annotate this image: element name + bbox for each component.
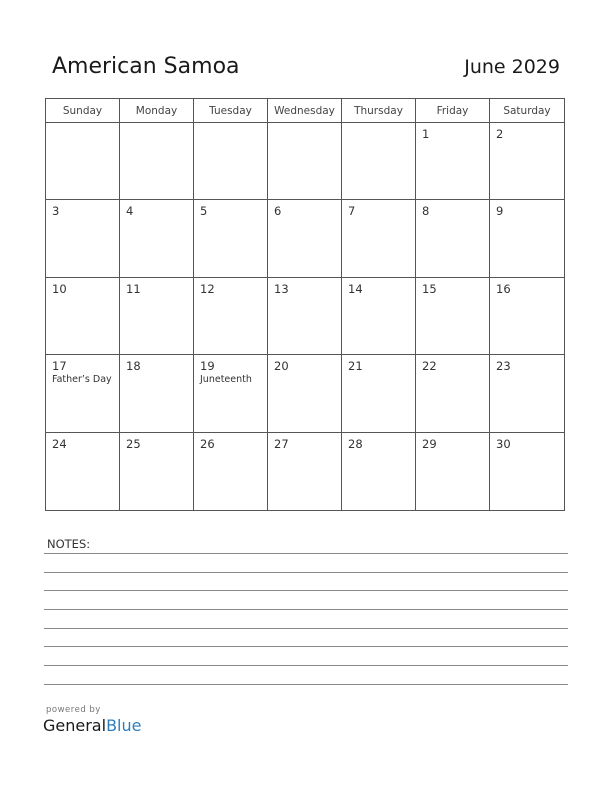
day-cell [416, 123, 490, 200]
day-number: 12 [200, 281, 215, 296]
day-cell [46, 355, 120, 432]
day-cell [490, 433, 564, 510]
day-number: 20 [274, 359, 289, 374]
note-line [44, 646, 568, 647]
weekday-header: Sunday [46, 99, 120, 123]
day-cell [416, 433, 490, 510]
day-number: 6 [274, 204, 282, 219]
day-cell [194, 278, 268, 355]
calendar-grid [45, 98, 565, 511]
day-cell [490, 355, 564, 432]
day-number: 26 [200, 436, 215, 451]
day-number: 27 [274, 436, 289, 451]
day-cell [46, 433, 120, 510]
day-cell [416, 200, 490, 277]
note-line [44, 665, 568, 666]
day-number: 11 [126, 281, 141, 296]
day-cell [46, 200, 120, 277]
day-number: 21 [348, 359, 363, 374]
day-number: 7 [348, 204, 356, 219]
day-cell [268, 278, 342, 355]
day-number: 28 [348, 436, 363, 451]
day-number: 13 [274, 281, 289, 296]
day-cell [120, 355, 194, 432]
note-line [44, 572, 568, 573]
day-cell [268, 123, 342, 200]
day-cell [120, 433, 194, 510]
weekday-header: Monday [120, 99, 194, 123]
day-number: 29 [422, 436, 437, 451]
day-cell [194, 433, 268, 510]
notes-label: NOTES: [47, 537, 91, 551]
day-cell [120, 123, 194, 200]
day-number: 8 [422, 204, 430, 219]
day-number: 10 [52, 281, 67, 296]
note-line [44, 628, 568, 629]
day-cell [490, 200, 564, 277]
day-cell [120, 278, 194, 355]
day-number: 30 [496, 436, 511, 451]
day-cell [342, 355, 416, 432]
day-number: 25 [126, 436, 141, 451]
day-number: 14 [348, 281, 363, 296]
day-number: 9 [496, 204, 504, 219]
day-cell [342, 200, 416, 277]
day-cell [268, 433, 342, 510]
day-cell [416, 355, 490, 432]
day-number: 24 [52, 436, 67, 451]
day-cell [490, 123, 564, 200]
powered-by-text: powered by [46, 705, 101, 715]
weekday-header: Thursday [342, 99, 416, 123]
weekday-header: Saturday [490, 99, 564, 123]
brand-logo [43, 716, 141, 735]
day-number: 15 [422, 281, 437, 296]
day-cell [194, 123, 268, 200]
note-line [44, 590, 568, 591]
calendar-title: American Samoa [52, 54, 240, 79]
brand-name-general: General [43, 716, 107, 735]
day-number: 5 [200, 204, 208, 219]
holiday-label: Father’s Day [52, 374, 112, 386]
day-number: 2 [496, 127, 504, 141]
note-line [44, 609, 568, 610]
day-number: 19 [200, 359, 215, 374]
weekday-header: Wednesday [268, 99, 342, 123]
day-number: 4 [126, 204, 134, 219]
brand-name-blue: Blue [106, 716, 142, 735]
weekday-header: Tuesday [194, 99, 268, 123]
day-cell [342, 123, 416, 200]
day-number: 17 [52, 359, 67, 374]
day-number: 1 [422, 127, 430, 141]
day-number: 18 [126, 359, 141, 374]
day-cell [416, 278, 490, 355]
day-cell [490, 278, 564, 355]
day-cell [268, 200, 342, 277]
day-cell [268, 355, 342, 432]
day-number: 16 [496, 281, 511, 296]
day-number: 3 [52, 204, 60, 219]
day-number: 23 [496, 359, 511, 374]
day-cell [194, 200, 268, 277]
holiday-label: Juneteenth [200, 374, 252, 386]
day-number: 22 [422, 359, 437, 374]
day-cell [342, 278, 416, 355]
day-cell [194, 355, 268, 432]
day-cell [342, 433, 416, 510]
note-line [44, 684, 568, 685]
day-cell [46, 278, 120, 355]
weekday-header: Friday [416, 99, 490, 123]
day-cell [46, 123, 120, 200]
note-line [44, 553, 568, 554]
day-cell [120, 200, 194, 277]
calendar-month: June 2029 [464, 56, 560, 78]
